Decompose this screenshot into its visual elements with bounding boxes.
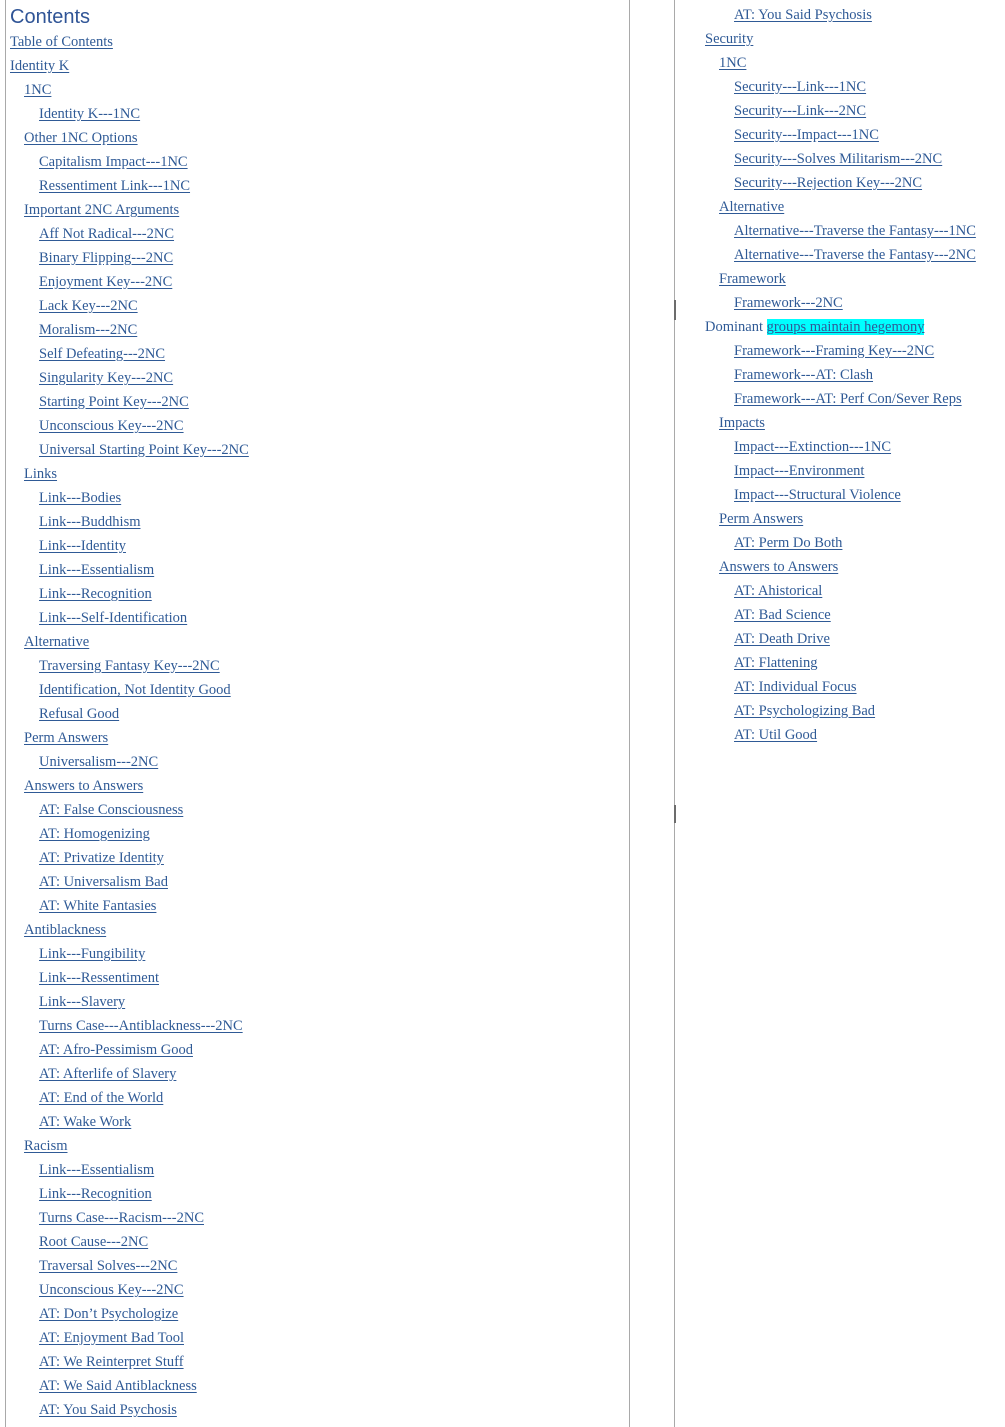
toc-link-table-of-contents[interactable]: Table of Contents	[10, 34, 113, 50]
toc-entry	[0, 870, 249, 894]
toc-entry	[675, 171, 976, 195]
toc-link-moralism-2nc[interactable]: Moralism---2NC	[39, 322, 138, 338]
margin-marker	[674, 805, 676, 823]
toc-link-at-homogenizing[interactable]: AT: Homogenizing	[39, 826, 150, 842]
toc-link-link-slavery[interactable]: Link---Slavery	[39, 994, 126, 1010]
toc-link-antiblackness[interactable]: Antiblackness	[24, 922, 107, 938]
toc-link-at-flattening[interactable]: AT: Flattening	[734, 655, 818, 671]
toc-entry	[675, 147, 976, 171]
toc-link-ressentiment-link-1nc[interactable]: Ressentiment Link---1NC	[39, 178, 191, 194]
toc-entry	[0, 414, 249, 438]
toc-entry	[675, 75, 976, 99]
toc-link-answers-to-answers[interactable]: Answers to Answers	[24, 778, 144, 794]
toc-entry	[0, 1230, 249, 1254]
toc-link-at-you-said-psychosis[interactable]: AT: You Said Psychosis	[734, 7, 872, 23]
toc-link-universal-starting-point-key-2nc[interactable]: Universal Starting Point Key---2NC	[39, 442, 249, 458]
toc-entry	[0, 726, 249, 750]
toc-entry	[0, 126, 249, 150]
toc-link-traversal-solves-2nc[interactable]: Traversal Solves---2NC	[39, 1258, 178, 1274]
toc-link-lack-key-2nc[interactable]: Lack Key---2NC	[39, 298, 138, 314]
toc-entry	[675, 3, 976, 27]
toc-entry	[0, 1110, 249, 1134]
toc-link-at-white-fantasies[interactable]: AT: White Fantasies	[39, 898, 157, 914]
toc-entry	[0, 894, 249, 918]
toc-link-at-psychologizing-bad[interactable]: AT: Psychologizing Bad	[734, 703, 876, 719]
toc-link-binary-flipping-2nc[interactable]: Binary Flipping---2NC	[39, 250, 174, 266]
toc-link-at-universalism-bad[interactable]: AT: Universalism Bad	[39, 874, 168, 890]
toc-entry	[0, 1374, 249, 1398]
toc-entry	[0, 1086, 249, 1110]
toc-link-important-2nc-arguments[interactable]: Important 2NC Arguments	[24, 202, 180, 218]
toc-link-impact-structural-violence[interactable]: Impact---Structural Violence	[734, 487, 901, 503]
toc-heading: Contents	[10, 6, 91, 28]
toc-link-at-perm-do-both[interactable]: AT: Perm Do Both	[734, 535, 843, 551]
toc-entry	[0, 678, 249, 702]
toc-link-racism[interactable]: Racism	[24, 1138, 68, 1154]
toc-link-security-impact-1nc[interactable]: Security---Impact---1NC	[734, 127, 879, 143]
toc-link-turns-case-racism-2nc[interactable]: Turns Case---Racism---2NC	[39, 1210, 204, 1226]
toc-entry	[0, 582, 249, 606]
toc-entry	[0, 294, 249, 318]
left-toc-list	[0, 30, 249, 1422]
toc-link-at-individual-focus[interactable]: AT: Individual Focus	[734, 679, 857, 695]
toc-link-link-buddhism[interactable]: Link---Buddhism	[39, 514, 141, 530]
toc-entry	[0, 630, 249, 654]
toc-entry	[0, 390, 249, 414]
toc-link-perm-answers[interactable]: Perm Answers	[719, 511, 804, 527]
toc-entry	[0, 510, 249, 534]
toc-link-perm-answers[interactable]: Perm Answers	[24, 730, 109, 746]
toc-entry	[0, 198, 249, 222]
toc-entry	[0, 1134, 249, 1158]
toc-link-link-self-identification[interactable]: Link---Self-Identification	[39, 610, 188, 626]
toc-entry	[675, 411, 976, 435]
toc-link-aff-not-radical-2nc[interactable]: Aff Not Radical---2NC	[39, 226, 175, 242]
toc-entry	[675, 291, 976, 315]
toc-entry	[0, 606, 249, 630]
toc-link-link-essentialism[interactable]: Link---Essentialism	[39, 1162, 155, 1178]
toc-link-at-false-consciousness[interactable]: AT: False Consciousness	[39, 802, 184, 818]
toc-entry	[0, 270, 249, 294]
toc-entry	[675, 723, 976, 747]
toc-link-link-recognition[interactable]: Link---Recognition	[39, 586, 152, 602]
toc-entry	[0, 30, 249, 54]
toc-entry	[0, 1350, 249, 1374]
toc-link-at-ahistorical[interactable]: AT: Ahistorical	[734, 583, 823, 599]
toc-entry	[675, 435, 976, 459]
toc-entry	[0, 774, 249, 798]
toc-entry	[0, 150, 249, 174]
toc-link-impact-environment[interactable]: Impact---Environment	[734, 463, 865, 479]
toc-entry-text: Dominant	[705, 319, 767, 335]
toc-entry	[0, 366, 249, 390]
toc-link-capitalism-impact-1nc[interactable]: Capitalism Impact---1NC	[39, 154, 188, 170]
toc-entry	[0, 798, 249, 822]
toc-entry	[0, 1398, 249, 1422]
toc-link-enjoyment-key-2nc[interactable]: Enjoyment Key---2NC	[39, 274, 173, 290]
toc-entry	[0, 174, 249, 198]
toc-entry	[675, 243, 976, 267]
toc-entry	[675, 387, 976, 411]
toc-entry	[675, 531, 976, 555]
toc-entry	[0, 822, 249, 846]
toc-entry	[675, 603, 976, 627]
toc-entry	[0, 462, 249, 486]
toc-entry	[0, 654, 249, 678]
page-divider-left	[629, 0, 630, 1427]
toc-entry	[675, 51, 976, 75]
toc-link-at-bad-science[interactable]: AT: Bad Science	[734, 607, 831, 623]
toc-entry	[675, 507, 976, 531]
toc-link-security-link-1nc[interactable]: Security---Link---1NC	[734, 79, 867, 95]
toc-link-alternative-traverse-the-fantasy-2nc[interactable]: Alternative---Traverse the Fantasy---2NC	[734, 247, 976, 263]
toc-link-link-bodies[interactable]: Link---Bodies	[39, 490, 122, 506]
toc-entry	[0, 54, 249, 78]
toc-entry	[0, 1158, 249, 1182]
toc-link-link-ressentiment[interactable]: Link---Ressentiment	[39, 970, 160, 986]
toc-link-at-you-said-psychosis[interactable]: AT: You Said Psychosis	[39, 1402, 177, 1418]
toc-link-impacts[interactable]: Impacts	[719, 415, 765, 431]
toc-entry	[0, 942, 249, 966]
toc-entry	[0, 1038, 249, 1062]
toc-link-alternative[interactable]: Alternative	[719, 199, 785, 215]
toc-link-self-defeating-2nc[interactable]: Self Defeating---2NC	[39, 346, 166, 362]
toc-entry	[675, 99, 976, 123]
toc-entry	[675, 699, 976, 723]
toc-link-1nc[interactable]: 1NC	[719, 55, 747, 71]
toc-entry	[0, 78, 249, 102]
toc-link-traversing-fantasy-key-2nc[interactable]: Traversing Fantasy Key---2NC	[39, 658, 220, 674]
toc-entry	[0, 318, 249, 342]
toc-entry	[675, 363, 976, 387]
toc-link-at-afterlife-of-slavery[interactable]: AT: Afterlife of Slavery	[39, 1066, 177, 1082]
toc-entry	[0, 1014, 249, 1038]
toc-link-universalism-2nc[interactable]: Universalism---2NC	[39, 754, 159, 770]
toc-link-turns-case-antiblackness-2nc[interactable]: Turns Case---Antiblackness---2NC	[39, 1018, 243, 1034]
highlighted-toc-link[interactable]: groups maintain hegemony	[766, 319, 925, 335]
toc-link-identity-k-1nc[interactable]: Identity K---1NC	[39, 106, 141, 122]
toc-link-at-death-drive[interactable]: AT: Death Drive	[734, 631, 830, 647]
toc-entry	[0, 1254, 249, 1278]
toc-entry	[0, 222, 249, 246]
toc-link-security-link-2nc[interactable]: Security---Link---2NC	[734, 103, 867, 119]
toc-link-links[interactable]: Links	[24, 466, 58, 482]
toc-entry	[0, 102, 249, 126]
toc-entry	[0, 1062, 249, 1086]
toc-entry	[0, 1278, 249, 1302]
toc-link-at-we-reinterpret-stuff[interactable]: AT: We Reinterpret Stuff	[39, 1354, 184, 1370]
toc-entry	[0, 966, 249, 990]
toc-entry	[0, 1206, 249, 1230]
toc-entry	[675, 627, 976, 651]
toc-entry	[0, 750, 249, 774]
toc-entry	[675, 459, 976, 483]
toc-link-security[interactable]: Security	[705, 31, 754, 47]
toc-entry	[675, 27, 976, 51]
toc-link-security-solves-militarism-2nc[interactable]: Security---Solves Militarism---2NC	[734, 151, 943, 167]
toc-link-identity-k[interactable]: Identity K	[10, 58, 70, 74]
toc-link-at-wake-work[interactable]: AT: Wake Work	[39, 1114, 132, 1130]
toc-link-answers-to-answers[interactable]: Answers to Answers	[719, 559, 839, 575]
toc-entry	[675, 555, 976, 579]
left-page-border	[5, 0, 6, 1427]
toc-link-at-util-good[interactable]: AT: Util Good	[734, 727, 818, 743]
toc-entry	[0, 1182, 249, 1206]
toc-link-framework-2nc[interactable]: Framework---2NC	[734, 295, 843, 311]
toc-entry	[0, 918, 249, 942]
toc-link-identification-not-identity-good[interactable]: Identification, Not Identity Good	[39, 682, 231, 698]
toc-link-framework[interactable]: Framework	[719, 271, 786, 287]
toc-entry	[0, 438, 249, 462]
toc-link-unconscious-key-2nc[interactable]: Unconscious Key---2NC	[39, 418, 184, 434]
toc-link-at-don-t-psychologize[interactable]: AT: Don’t Psychologize	[39, 1306, 179, 1322]
toc-entry	[675, 315, 976, 339]
margin-marker	[674, 300, 676, 320]
toc-link-at-end-of-the-world[interactable]: AT: End of the World	[39, 1090, 164, 1106]
toc-link-root-cause-2nc[interactable]: Root Cause---2NC	[39, 1234, 149, 1250]
toc-entry	[675, 195, 976, 219]
toc-link-unconscious-key-2nc[interactable]: Unconscious Key---2NC	[39, 1282, 184, 1298]
toc-link-at-privatize-identity[interactable]: AT: Privatize Identity	[39, 850, 164, 866]
toc-entry	[0, 558, 249, 582]
toc-link-link-recognition[interactable]: Link---Recognition	[39, 1186, 152, 1202]
toc-link-impact-extinction-1nc[interactable]: Impact---Extinction---1NC	[734, 439, 892, 455]
toc-link-framework-at-perf-con-sever-reps[interactable]: Framework---AT: Perf Con/Sever Reps	[734, 391, 962, 407]
right-toc-list	[675, 3, 976, 747]
toc-entry	[675, 339, 976, 363]
toc-entry	[0, 846, 249, 870]
toc-link-singularity-key-2nc[interactable]: Singularity Key---2NC	[39, 370, 174, 386]
toc-link-alternative[interactable]: Alternative	[24, 634, 90, 650]
toc-link-other-1nc-options[interactable]: Other 1NC Options	[24, 130, 138, 146]
toc-link-framework-framing-key-2nc[interactable]: Framework---Framing Key---2NC	[734, 343, 935, 359]
toc-entry	[0, 702, 249, 726]
toc-link-starting-point-key-2nc[interactable]: Starting Point Key---2NC	[39, 394, 189, 410]
toc-entry	[675, 483, 976, 507]
toc-entry	[0, 486, 249, 510]
toc-entry	[0, 534, 249, 558]
toc-entry	[675, 219, 976, 243]
toc-entry	[675, 651, 976, 675]
page-gutter	[630, 0, 674, 1427]
toc-entry	[0, 342, 249, 366]
right-document-page	[675, 0, 1005, 1427]
toc-entry	[0, 246, 249, 270]
toc-link-at-afro-pessimism-good[interactable]: AT: Afro-Pessimism Good	[39, 1042, 193, 1058]
toc-link-alternative-traverse-the-fantasy-1nc[interactable]: Alternative---Traverse the Fantasy---1NC	[734, 223, 976, 239]
toc-link-security-rejection-key-2nc[interactable]: Security---Rejection Key---2NC	[734, 175, 923, 191]
toc-entry	[675, 675, 976, 699]
toc-link-refusal-good[interactable]: Refusal Good	[39, 706, 120, 722]
toc-entry	[0, 1326, 249, 1350]
page-divider-right	[674, 0, 675, 1427]
toc-entry	[0, 990, 249, 1014]
toc-entry	[675, 579, 976, 603]
toc-link-at-enjoyment-bad-tool[interactable]: AT: Enjoyment Bad Tool	[39, 1330, 184, 1346]
toc-link-link-identity[interactable]: Link---Identity	[39, 538, 126, 554]
toc-link-link-essentialism[interactable]: Link---Essentialism	[39, 562, 155, 578]
toc-link-framework-at-clash[interactable]: Framework---AT: Clash	[734, 367, 874, 383]
toc-link-link-fungibility[interactable]: Link---Fungibility	[39, 946, 146, 962]
toc-entry	[675, 267, 976, 291]
toc-entry	[675, 123, 976, 147]
toc-entry	[0, 1302, 249, 1326]
toc-link-1nc[interactable]: 1NC	[24, 82, 52, 98]
toc-link-at-we-said-antiblackness[interactable]: AT: We Said Antiblackness	[39, 1378, 197, 1394]
